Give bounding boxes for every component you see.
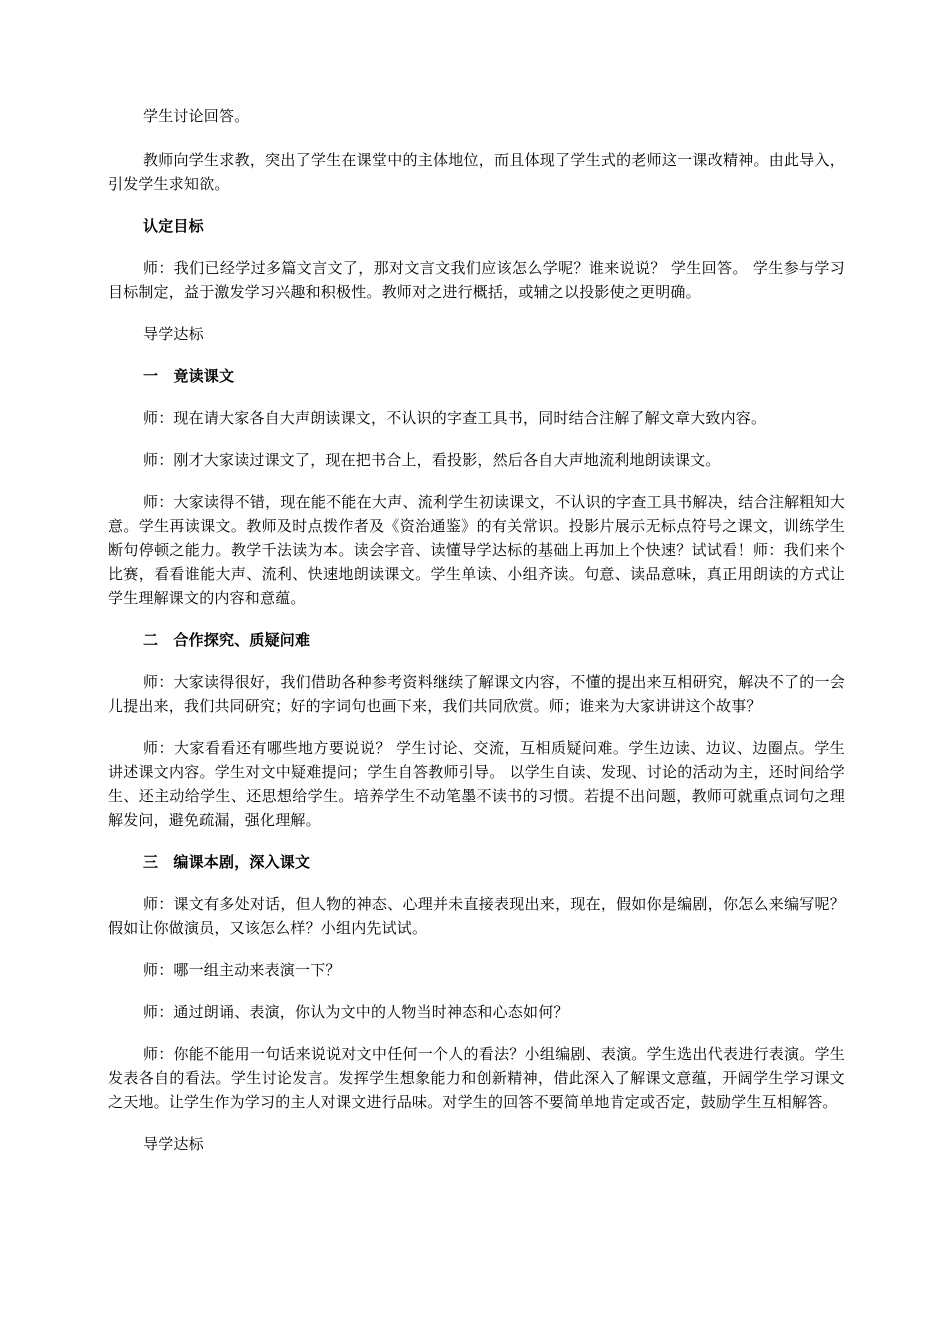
paragraph-14: 导学达标: [143, 1135, 204, 1153]
paragraph-12: 师：通过朗诵、表演，你认为文中的人物当时神态和心态如何？: [143, 1003, 569, 1021]
paragraph-6: 师：刚才大家读过课文了，现在把书合上，看投影，然后各自大声地流利地朗读课文。: [143, 451, 721, 469]
heading-section-3: 三 编课本剧，深入课文: [143, 853, 311, 871]
heading-section-1: 一 竟读课文: [143, 367, 235, 385]
paragraph-2: 教师向学生求教，突出了学生在课堂中的主体地位，而且体现了学生式的老师这一课改精神。由此导入，引发学生求知欲。: [108, 151, 845, 193]
paragraph-10: 师：课文有多处对话，但人物的神态、心理并未直接表现出来，现在，假如你是编剧，你怎么来编写呢？假如让你做演员，又该怎么样？小组内先试试。: [108, 895, 845, 937]
paragraph-8: 师：大家读得很好，我们借助各种参考资料继续了解课文内容，不懂的提出来互相研究，解决不了的一会儿提出来，我们共同研究；好的字词句也画下来，我们共同欣赏。师；谁来为大家讲讲这个故事？: [108, 673, 845, 715]
paragraph-11: 师：哪一组主动来表演一下？: [143, 961, 341, 979]
document-page: [108, 104, 845, 1156]
paragraph-5: 师：现在请大家各自大声朗读课文，不认识的字查工具书，同时结合注解了解文章大致内容。: [143, 409, 767, 427]
paragraph-7: 师：大家读得不错，现在能不能在大声、流利学生初读课文，不认识的字查工具书解决，结合注解粗知大意。学生再读课文。教师及时点拨作者及《资治通鉴》的有关常识。投影片展示无标点符号之课文，训练学生断句停顿之能力。教学千法读为本。读会字音、读懂导学达标的基础上再加上个快速？试试看！师：我们来个比赛，看看谁能大声、流利、快速地朗读课文。学生单读、小组齐读。句意、读品意味，真正用朗读的方式让学生理解课文的内容和意蕴。: [108, 493, 845, 607]
paragraph-1: 学生讨论回答。: [143, 107, 250, 125]
paragraph-9: 师：大家看看还有哪些地方要说说？ 学生讨论、交流，互相质疑问难。学生边读、边议、边圈点。学生讲述课文内容。学生对文中疑难提问；学生自答教师引导。 以学生自读、发现、讨论的活动为主，还时间给学生、还主动给学生、还思想给学生。培养学生不动笔墨不读书的习惯。若提不出问题，教师可就重点词句之理解发问，避免疏漏，强化理解。: [108, 739, 845, 829]
heading-goals: 认定目标: [143, 217, 204, 235]
paragraph-3: 师：我们已经学过多篇文言文了，那对文言文我们应该怎么学呢？谁来说说？ 学生回答。 学生参与学习目标制定，益于激发学习兴趣和积极性。教师对之进行概括，或辅之以投影使之更明确。: [108, 259, 845, 301]
paragraph-13: 师：你能不能用一句话来说说对文中任何一个人的看法？小组编剧、表演。学生选出代表进行表演。学生发表各自的看法。学生讨论发言。发挥学生想象能力和创新精神，借此深入了解课文意蕴，开阔学生学习课文之天地。让学生作为学习的主人对课文进行品味。对学生的回答不要简单地肯定或否定，鼓励学生互相解答。: [108, 1045, 845, 1111]
paragraph-4: 导学达标: [143, 325, 204, 343]
heading-section-2: 二 合作探究、质疑问难: [143, 631, 311, 649]
